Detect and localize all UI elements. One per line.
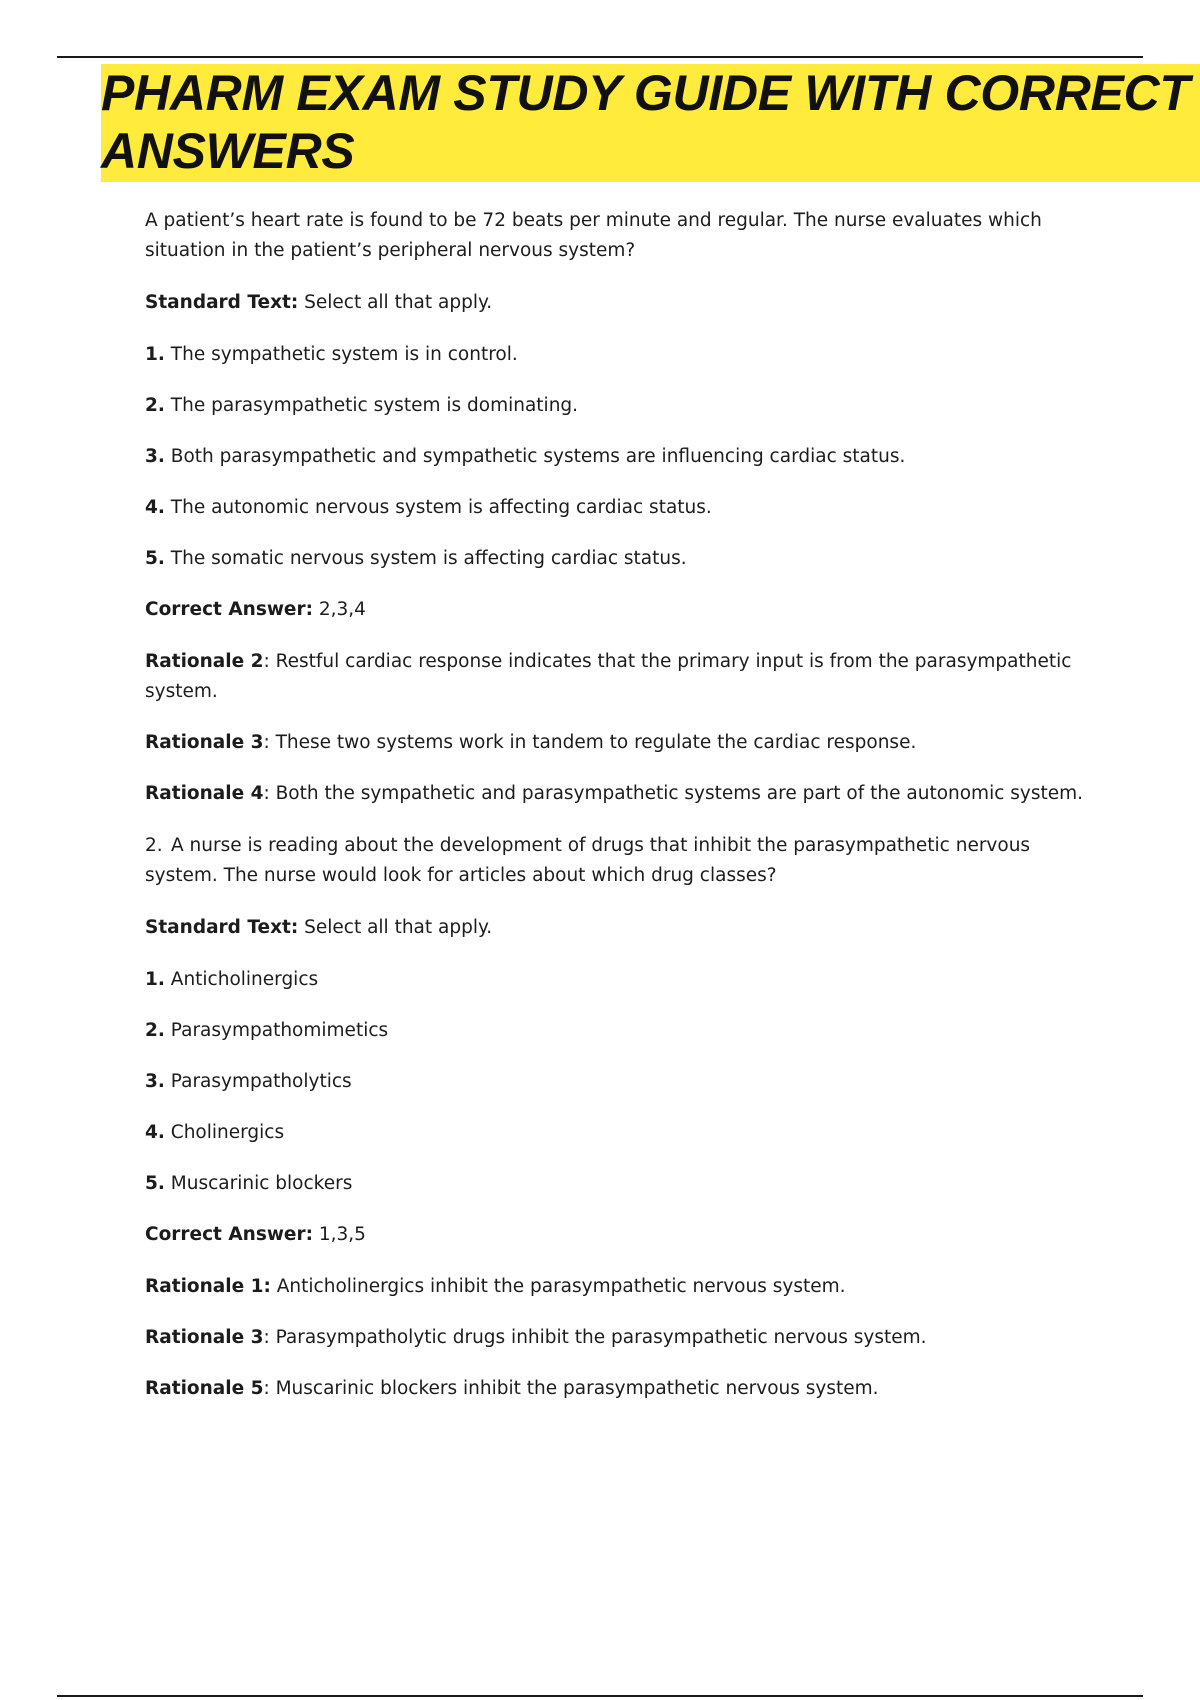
q1-option-3: 3. Both parasympathetic and sympathetic systems are influencing cardiac status. xyxy=(145,446,906,467)
bottom-rule xyxy=(57,1695,1143,1697)
question-2-stem: 2. A nurse is reading about the development of drugs that inhibit the parasympathetic nervous system. The nurse would look for articles about which drug classes? xyxy=(145,831,1085,891)
q1-rationale-4: Rationale 4: Both the sympathetic and parasympathetic systems are part of the autonomic system. xyxy=(145,783,1084,804)
q2-option-2: 2. Parasympathomimetics xyxy=(145,1020,389,1041)
document-body xyxy=(145,206,1085,1404)
question-1-stem: A patient’s heart rate is found to be 72 beats per minute and regular. The nurse evaluates which situation in the patient’s peripheral nervous system? xyxy=(145,210,1042,261)
question-2-number: 2. xyxy=(145,835,163,856)
q1-rationale-2: Rationale 2: Restful cardiac response indicates that the primary input is from the parasympathetic system. xyxy=(145,651,1072,702)
q1-option-1: 1. The sympathetic system is in control. xyxy=(145,344,518,365)
page-title: PHARM EXAM STUDY GUIDE WITH CORRECT ANSWERS xyxy=(101,65,1190,179)
question-1-standard-text xyxy=(145,288,1085,318)
question-1-correct-answer: Correct Answer: 2,3,4 xyxy=(145,599,366,620)
q2-option-3: 3. Parasympatholytics xyxy=(145,1071,352,1092)
q2-rationale-5: Rationale 5: Muscarinic blockers inhibit the parasympathetic nervous system. xyxy=(145,1378,879,1399)
q1-option-4: 4. The autonomic nervous system is affecting cardiac status. xyxy=(145,497,712,518)
q1-rationale-3: Rationale 3: These two systems work in tandem to regulate the cardiac response. xyxy=(145,732,917,753)
top-rule xyxy=(57,56,1143,58)
q2-option-1: 1. Anticholinergics xyxy=(145,969,319,990)
q2-option-5: 5. Muscarinic blockers xyxy=(145,1173,353,1194)
question-2-correct-answer: Correct Answer: 1,3,5 xyxy=(145,1224,366,1245)
q1-option-2: 2. The parasympathetic system is dominating. xyxy=(145,395,579,416)
standard-text-label: Standard Text: xyxy=(145,292,299,313)
q2-rationale-3: Rationale 3: Parasympatholytic drugs inhibit the parasympathetic nervous system. xyxy=(145,1327,927,1348)
standard-text-value: Select all that apply. xyxy=(298,292,493,313)
q2-rationale-1: Rationale 1: Anticholinergics inhibit the parasympathetic nervous system. xyxy=(145,1276,846,1297)
q1-option-5: 5. The somatic nervous system is affecting cardiac status. xyxy=(145,548,687,569)
q2-option-4: 4. Cholinergics xyxy=(145,1122,285,1143)
question-2-standard-text: Standard Text: Select all that apply. xyxy=(145,917,493,938)
